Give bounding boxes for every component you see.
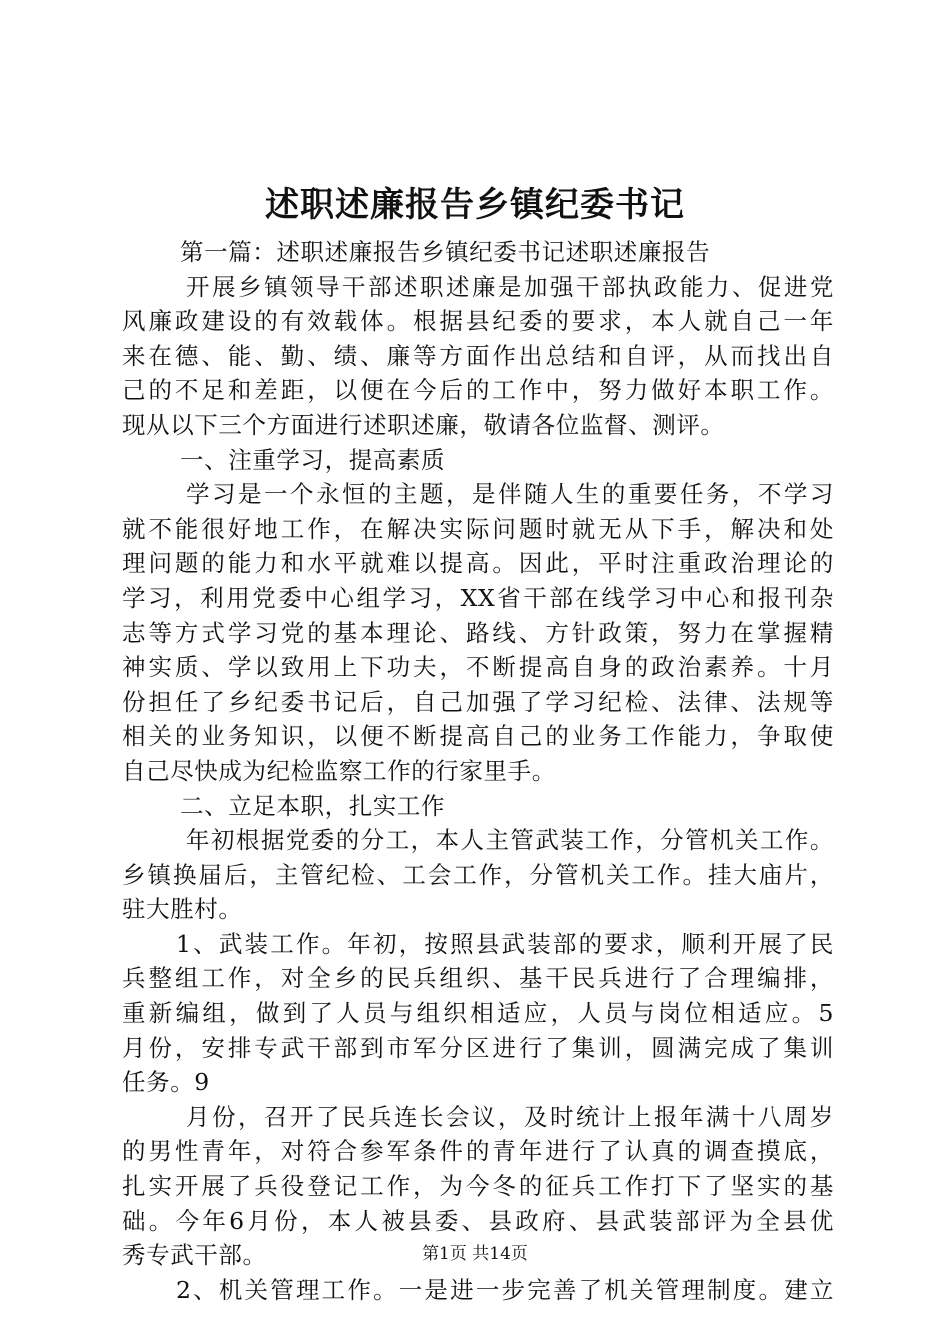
text-line: 乡镇换届后，主管纪检、工会工作，分管机关工作。挂大庙片， [122, 860, 834, 889]
text-line: 扎实开展了兵役登记工作，为今冬的征兵工作打下了坚实的基 [122, 1172, 834, 1201]
text-line: 理问题的能力和水平就难以提高。因此，平时注重政治理论的 [122, 549, 834, 578]
document-title: 述职述廉报告乡镇纪委书记 [265, 185, 685, 225]
document-body [122, 235, 834, 1307]
text-line: 兵整组工作，对全乡的民兵组织、基干民兵进行了合理编排， [122, 964, 834, 993]
text-line: 学习是一个永恒的主题，是伴随人生的重要任务，不学习 [186, 480, 834, 509]
text-line: 月份，安排专武干部到市军分区进行了集训，圆满完成了集训 [122, 1033, 834, 1062]
text-line: 风廉政建设的有效载体。根据县纪委的要求，本人就自己一年 [122, 307, 834, 336]
text-line: 志等方式学习党的基本理论、路线、方针政策，努力在掌握精 [122, 618, 834, 647]
text-line: 来在德、能、勤、绩、廉等方面作出总结和自评，从而找出自 [122, 341, 834, 370]
text-line: 现从以下三个方面进行述职述廉，敬请各位监督、测评。 [122, 410, 725, 439]
text-line: 自己尽快成为纪检监察工作的行家里手。 [122, 756, 556, 785]
text-line: 神实质、学以致用上下功夫，不断提高自身的政治素养。十月 [122, 653, 834, 682]
text-line: 1、武装工作。年初，按照县武装部的要求，顺利开展了民 [176, 929, 834, 958]
section-heading: 一、注重学习，提高素质 [180, 445, 446, 474]
text-line: 驻大胜村。 [122, 895, 243, 924]
text-line: 第一篇：述职述廉报告乡镇纪委书记述职述廉报告 [180, 238, 711, 266]
text-line: 开展乡镇领导干部述职述廉是加强干部执政能力、促进党 [186, 272, 834, 301]
text-line: 任务。9 [122, 1068, 210, 1097]
text-line: 的男性青年，对符合参军条件的青年进行了认真的调查摸底， [122, 1137, 834, 1166]
text-line: 年初根据党委的分工，本人主管武装工作，分管机关工作。 [186, 826, 834, 855]
text-line: 份担任了乡纪委书记后，自己加强了学习纪检、法律、法规等 [122, 687, 834, 716]
text-line: 相关的业务知识，以便不断提高自己的业务工作能力，争取使 [122, 722, 834, 751]
text-line: 秀专武干部。 [122, 1241, 267, 1270]
section-heading: 二、立足本职，扎实工作 [180, 791, 446, 820]
page-number-footer: 第1页 共14页 [422, 1244, 528, 1264]
text-line: 己的不足和差距，以便在今后的工作中，努力做好本职工作。 [122, 376, 834, 405]
text-line: 就不能很好地工作，在解决实际问题时就无从下手，解决和处 [122, 514, 834, 543]
text-line: 础。今年6月份，本人被县委、县政府、县武装部评为全县优 [122, 1206, 834, 1235]
text-line: 2、机关管理工作。一是进一步完善了机关管理制度。建立 [176, 1275, 834, 1304]
text-line: 学习，利用党委中心组学习，XX省干部在线学习中心和报刊杂 [122, 583, 834, 612]
text-line: 重新编组，做到了人员与组织相适应，人员与岗位相适应。5 [122, 999, 834, 1028]
text-line: 月份，召开了民兵连长会议，及时统计上报年满十八周岁 [186, 1102, 834, 1131]
